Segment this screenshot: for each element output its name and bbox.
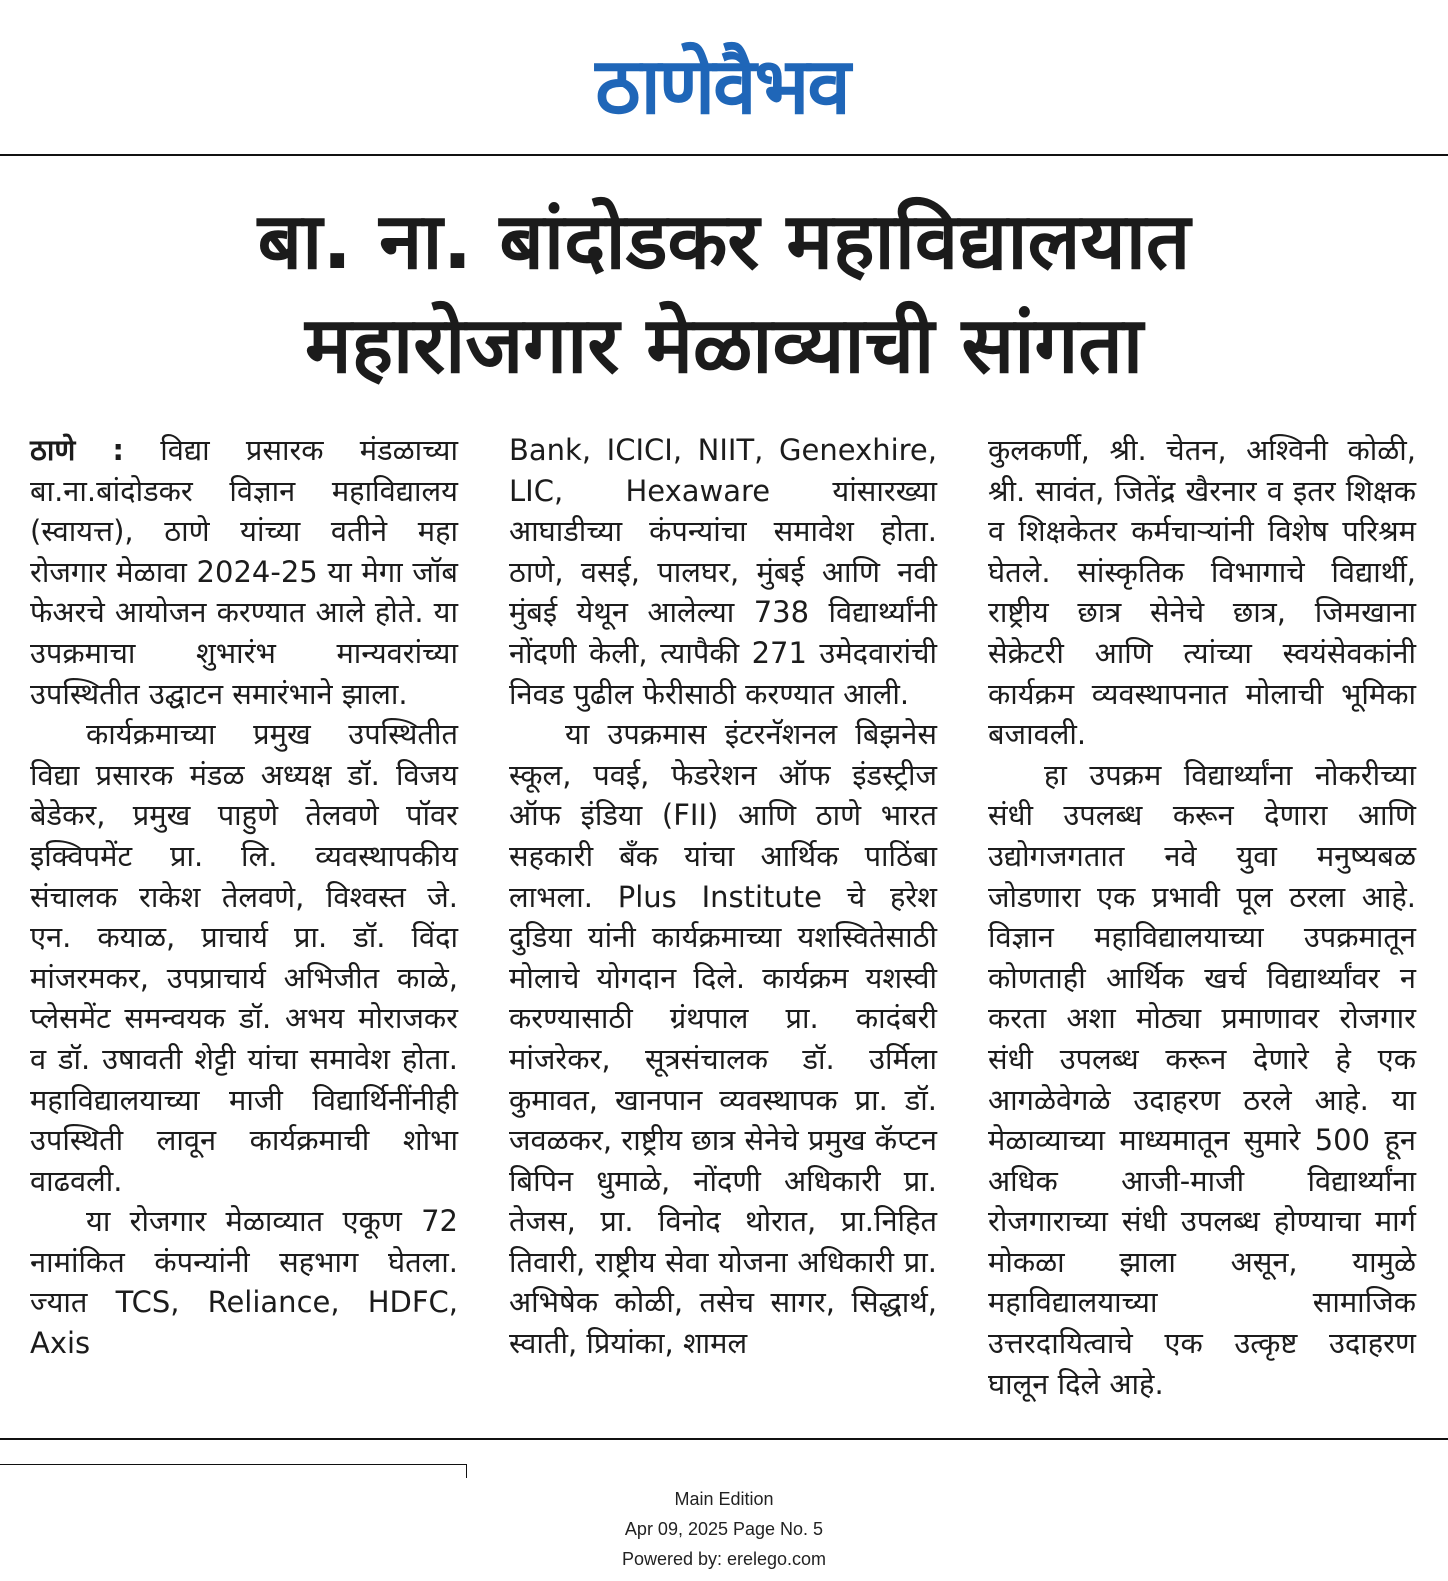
footer-rule-tick (466, 1464, 467, 1478)
paragraph: हा उपक्रम विद्यार्थ्यांना नोकरीच्या संधी उपलब्ध करून देणारा आणि उद्योगजगतात नवे युवा मनुष्यबळ जोडणारा एक प्रभावी पूल ठरला आहे. विज्ञान महाविद्यालयाच्या उपक्रमातून कोणताही आर्थिक खर्च विद्यार्थ्यांवर न करता अशा मोठ्या प्रमाणावर रोजगार संधी उपलब्ध करून देणारे हे एक आगळेवेगळे उदाहरण ठरले आहे. या मेळाव्याच्या माध्यमातून सुमारे 500 हून अधिक आजी-माजी विद्यार्थ्यांना रोजगाराच्या संधी उपलब्ध होण्याचा मार्ग मोकळा झाला असून, यामुळे महाविद्यालयाच्या सामाजिक उत्तरदायित्वाचे एक उत्कृष्ट उदाहरण घालून दिले आहे. (988, 757, 1416, 1401)
paragraph: या उपक्रमास इंटरनॅशनल बिझनेस स्कूल, पवई, फेडरेशन ऑफ इंडस्ट्रीज ऑफ इंडिया (FII) आणि ठाणे भारत सहकारी बँक यांचा आर्थिक पाठिंबा लाभला. Plus Institute चे हरेश दुडिया यांनी कार्यक्रमाच्या यशस्वितेसाठी मोलाचे योगदान दिले. कार्यक्रम यशस्वी करण्यासाठी ग्रंथपाल प्रा. कादंबरी मांजरेकर, सूत्रसंचालक डॉ. उर्मिला कुमावत, खानपान व्यवस्थापक प्रा. डॉ. जवळकर, राष्ट्रीय छात्र सेनेचे प्रमुख कॅप्टन बिपिन धुमाळे, नोंदणी अधिकारी प्रा. तेजस, प्रा. विनोद थोरात, प्रा.निहित तिवारी, राष्ट्रीय सेवा योजना अधिकारी प्रा. अभिषेक कोळी, तसेच सागर, सिद्धार्थ, स्वाती, प्रियांका, शामल (509, 717, 937, 1361)
powered-by-label: Powered by: erelego.com (621, 1549, 827, 1569)
article-column-1 (30, 430, 458, 1364)
article-column-2 (509, 430, 937, 1364)
dateline: ठाणे : (30, 433, 125, 467)
paragraph: कुलकर्णी, श्री. चेतन, अश्विनी कोळी, श्री. सावंत, जितेंद्र खैरनार व इतर शिक्षक व शिक्षकेतर कर्मचाऱ्यांनी विशेष परिश्रम घेतले. सांस्कृतिक विभागाचे विद्यार्थी, राष्ट्रीय छात्र सेनेचे छात्र, जिमखाना सेक्रेटरी आणि त्यांच्या स्वयंसेवकांनी कार्यक्रम व्यवस्थापनात मोलाची भूमिका बजावली. (988, 433, 1416, 752)
masthead (0, 0, 1448, 154)
paragraph-text: विद्या प्रसारक मंडळाच्या बा.ना.बांदोडकर विज्ञान महाविद्यालय (स्वायत्त), ठाणे यांच्या वतीने महा रोजगार मेळावा 2024-25 या मेगा जॉब फेअरचे आयोजन करण्यात आले होते. या उपक्रमाचा शुभारंभ मान्यवरांच्या उपस्थितीत उद्घाटन समारंभाने झाला. (30, 433, 459, 711)
paragraph: कार्यक्रमाच्या प्रमुख उपस्थितीत विद्या प्रसारक मंडळ अध्यक्ष डॉ. विजय बेडेकर, प्रमुख पाहुणे तेलवणे पॉवर इक्विपमेंट प्रा. लि. व्यवस्थापकीय संचालक राकेश तेलवणे, विश्वस्त जे. एन. कयाळ, प्राचार्य प्रा. डॉ. विंदा मांजरमकर, उपप्राचार्य अभिजीत काळे, प्लेसमेंट समन्वयक डॉ. अभय मोराजकर व डॉ. उषावती शेट्टी यांचा समावेश होता. महाविद्यालयाच्या माजी विद्यार्थिनींनीही उपस्थिती लावून कार्यक्रमाची शोभा वाढवली. (30, 717, 458, 1198)
masthead-divider (0, 154, 1448, 156)
newspaper-logo: ठाणेवैभव (595, 42, 849, 132)
date-page-label: Apr 09, 2025 Page No. 5 (624, 1519, 824, 1539)
headline-line-1: बा. ना. बांदोडकर महाविद्यालयात (257, 197, 1191, 287)
paragraph: या रोजगार मेळाव्यात एकूण 72 नामांकित कंपन्यांनी सहभाग घेतला. ज्यात TCS, Reliance, HDFC, Axis (30, 1204, 458, 1361)
footer-rule (0, 1464, 466, 1465)
paragraph: Bank, ICICI, NIIT, Genexhire, LIC, Hexaware यांसारख्या आघाडीच्या कंपन्यांचा समावेश होता. ठाणे, वसई, पालघर, मुंबई आणि नवी मुंबई येथून आलेल्या 738 विद्यार्थ्यांनी नोंदणी केली, त्यापैकी 271 उमेदवारांची निवड पुढील फेरीसाठी करण्यात आली. (509, 433, 937, 711)
page-footer (0, 1484, 1448, 1574)
article-body (30, 430, 1420, 1420)
paragraph (30, 430, 458, 714)
article-headline (40, 190, 1408, 398)
article-bottom-divider (0, 1438, 1448, 1440)
article-column-3 (988, 430, 1416, 1404)
headline-line-2: महारोजगार मेळाव्याची सांगता (304, 301, 1144, 391)
edition-label: Main Edition (674, 1489, 774, 1509)
